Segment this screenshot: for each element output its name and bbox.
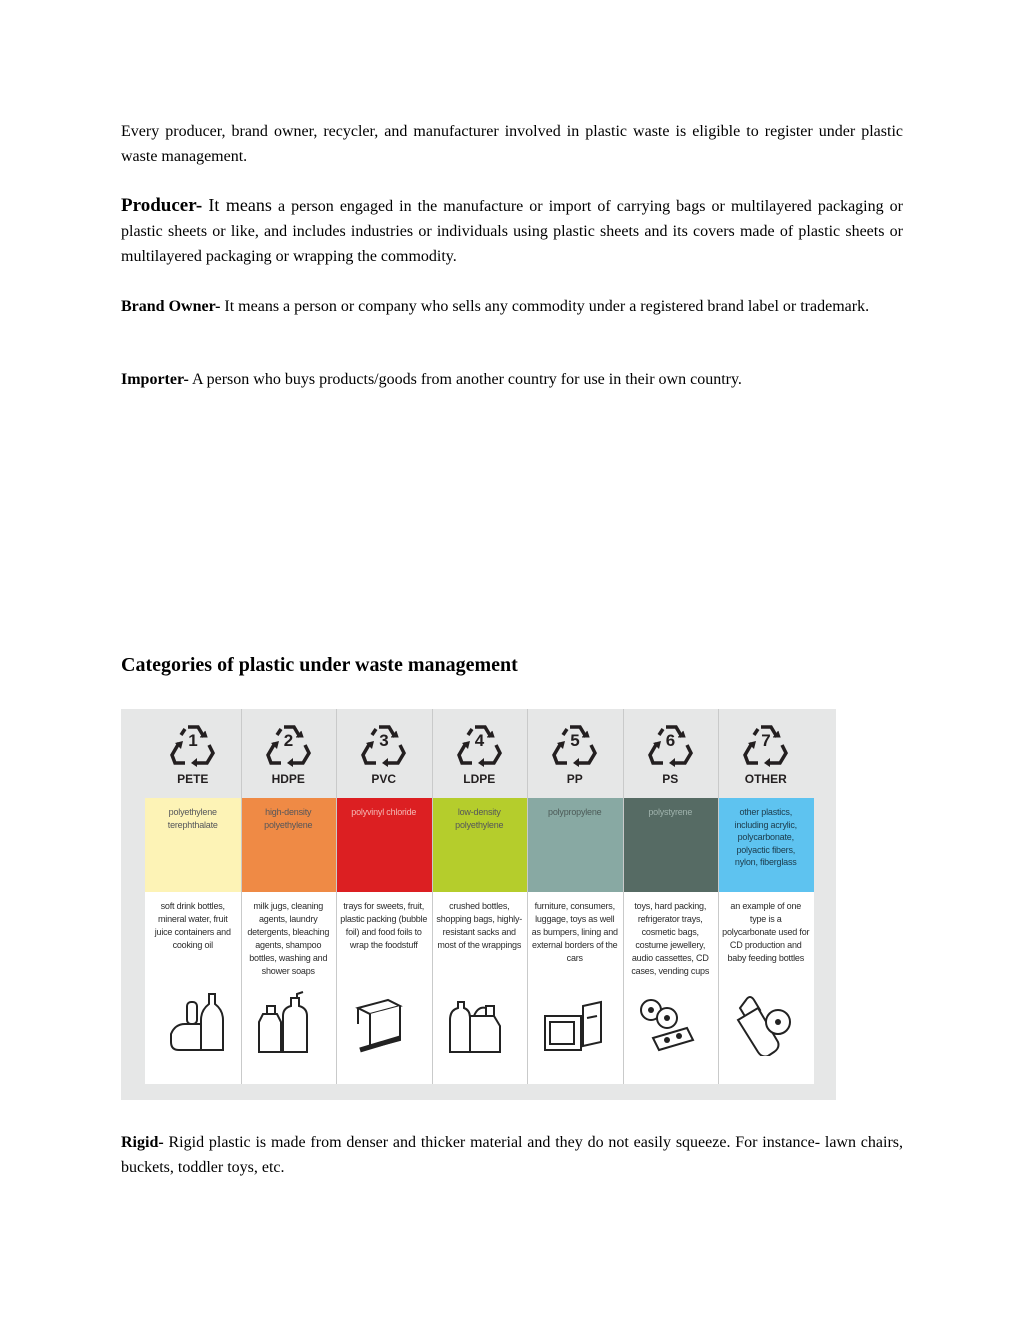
plastic-column-header	[145, 709, 241, 798]
jugs-icon	[446, 990, 512, 1056]
plastic-name-band: low-density polyethylene	[432, 798, 528, 892]
resin-code-label: OTHER	[744, 772, 787, 786]
plastic-column-header	[527, 709, 623, 798]
resin-code-number: 2	[283, 731, 294, 750]
rigid-term: Rigid-	[121, 1134, 164, 1151]
column-divider	[718, 709, 719, 1084]
plastic-uses-panel	[241, 892, 337, 1084]
plastic-column-header	[336, 709, 432, 798]
resin-code-number: 5	[570, 731, 580, 750]
column-divider	[527, 709, 528, 1084]
plastic-uses-text: toys, hard packing, refrigerator trays, cosmetic bags, costume jewellery, audio cassettes, CD cases, vending cups	[631, 901, 710, 976]
resin-code-label: LDPE	[463, 772, 496, 786]
detergent-bottles-icon	[255, 990, 321, 1056]
importer-paragraph	[121, 367, 903, 392]
plastic-uses-text: an example of one type is a polycarbonate used for CD production and baby feeding bottles	[722, 901, 810, 963]
plastic-column-ldpe	[432, 709, 528, 1084]
plastic-uses-panel	[527, 892, 623, 1084]
plastic-name-band: other plastics, including acrylic, polycarbonate, polyactic fibers, nylon, fiberglass	[718, 798, 814, 892]
appliances-icon	[541, 990, 607, 1056]
plastic-name-band: polyethylene terephthalate	[145, 798, 241, 892]
column-divider	[336, 709, 337, 1084]
plastic-uses-panel	[336, 892, 432, 1084]
resin-code-label: PVC	[371, 772, 397, 786]
plastic-column-pp	[527, 709, 623, 1084]
plastic-column-header	[432, 709, 528, 798]
plastic-categories-infographic	[121, 709, 836, 1100]
cassette-cd-icon	[637, 990, 703, 1056]
brand-owner-definition: It means a person or company who sells any commodity under a registered brand label or trademark.	[224, 298, 870, 315]
column-divider	[623, 709, 624, 1084]
producer-definition: a person engaged in the manufacture or import of carrying bags or multilayered packaging or plastic sheets or like, and includes industries or individuals using plastic sheets and its covers made of plastic sheets or multilayered packaging or wrapping the commodity.	[121, 198, 904, 265]
plastic-name-band: polystyrene	[623, 798, 719, 892]
column-divider	[241, 709, 242, 1084]
plastic-uses-text: crushed bottles, shopping bags, highly-resistant sacks and most of the wrappings	[436, 901, 523, 950]
producer-paragraph	[121, 193, 903, 269]
brand-owner-term: Brand Owner-	[121, 298, 221, 315]
intro-text: Every producer, brand owner, recycler, and manufacturer involved in plastic waste is eligible to register under plastic waste management.	[121, 123, 903, 165]
producer-term: Producer-	[121, 195, 203, 216]
resin-code-number: 4	[474, 731, 485, 750]
brand-owner-paragraph	[121, 294, 903, 319]
column-divider	[432, 709, 433, 1084]
rigid-definition: Rigid plastic is made from denser and thicker material and they do not easily squeeze. For instance- lawn chairs, buckets, toddler toys, etc.	[121, 1134, 904, 1176]
plastic-column-header	[241, 709, 337, 798]
resin-code-label: HDPE	[271, 772, 305, 786]
foil-roll-icon	[350, 990, 416, 1056]
section-heading: Categories of plastic under waste management	[121, 654, 518, 676]
plastic-uses-text: furniture, consumers, luggage, toys as well as bumpers, lining and external borders of the cars	[531, 901, 618, 963]
resin-code-number: 6	[665, 731, 676, 750]
producer-lead: It means	[208, 195, 272, 215]
plastic-uses-text: trays for sweets, fruit, plastic packing (bubble foil) and food foils to wrap the foodstuff	[340, 901, 428, 950]
plastic-column-hdpe	[241, 709, 337, 1084]
importer-definition: A person who buys products/goods from another country for use in their own country.	[191, 371, 742, 388]
plastic-column-ps	[623, 709, 719, 1084]
importer-term: Importer-	[121, 371, 189, 388]
plastic-uses-panel	[145, 892, 241, 1084]
plastic-name-band: polypropylene	[527, 798, 623, 892]
plastic-column-header	[623, 709, 719, 798]
plastic-column-header	[718, 709, 814, 798]
plastic-uses-text: soft drink bottles, mineral water, fruit juice containers and cooking oil	[154, 901, 231, 950]
plastic-column-pvc	[336, 709, 432, 1084]
plastic-column-pete	[145, 709, 241, 1084]
resin-code-label: PS	[662, 772, 679, 786]
resin-code-label: PP	[566, 772, 583, 786]
plastic-uses-panel	[623, 892, 719, 1084]
plastic-column-other	[718, 709, 814, 1084]
intro-paragraph	[121, 119, 903, 169]
bottles-icon	[159, 990, 225, 1056]
plastic-name-band: high-density polyethylene	[241, 798, 337, 892]
plastic-uses-panel	[718, 892, 814, 1084]
resin-code-label: PETE	[177, 772, 209, 786]
resin-code-number: 7	[761, 731, 771, 750]
plastic-uses-panel	[432, 892, 528, 1084]
resin-code-number: 3	[379, 731, 389, 750]
rigid-paragraph	[121, 1130, 903, 1180]
plastic-name-band: polyvinyl chloride	[336, 798, 432, 892]
baby-bottle-cd-icon	[732, 990, 798, 1056]
resin-code-number: 1	[188, 731, 198, 750]
plastic-uses-text: milk jugs, cleaning agents, laundry detergents, bleaching agents, shampoo bottles, washing and shower soaps	[247, 901, 330, 976]
